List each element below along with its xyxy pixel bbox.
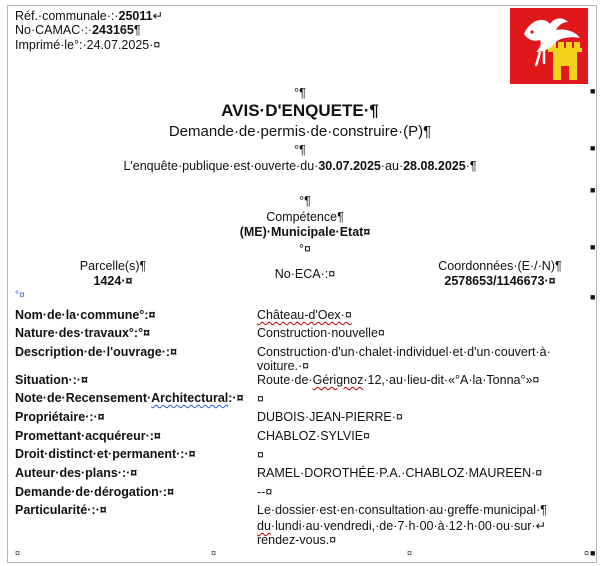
proprietaire-value: DUBOIS·JEAN-PIERRE·¤	[257, 410, 403, 424]
enquete-end-date: 28.08.2025	[403, 159, 466, 173]
table-flow-mark: ■	[590, 86, 596, 96]
camac-label: No·CAMAC·:·	[15, 23, 93, 37]
page-subtitle: Demande·de·permis·de·construire·(P)¶	[168, 123, 432, 140]
parcelle-value: 1424·¤	[93, 274, 133, 288]
droit-distinct-value: ¤	[257, 448, 264, 462]
reference-line	[15, 8, 163, 23]
table-flow-mark: ■	[590, 185, 596, 195]
page-title: AVIS·D'ENQUETE·¶	[221, 101, 379, 120]
empty-paragraph-mark: °¶	[299, 194, 311, 208]
note-recensement-label: Note·de·Recensement·Architectural:·¤	[15, 391, 244, 405]
empty-paragraph-mark: °¶	[294, 86, 306, 100]
printed-date: 24.07.2025	[86, 38, 150, 52]
row-end-mark: ¤	[15, 548, 21, 558]
particularite-value-line2: du·lundi·au·vendredi,·de·7·h·00·à·12·h·00·ou·sur·↵	[257, 519, 547, 533]
printed-label: Imprimé·le°:·	[15, 38, 87, 52]
situation-label: Situation·:·¤	[15, 373, 88, 387]
paragraph-mark: ¶	[133, 23, 141, 37]
row-end-mark: ¤	[584, 548, 590, 558]
camac-line	[15, 23, 141, 37]
particularite-value-line1: Le·dossier·est·en·consultation·au·greffe·municipal·¶	[257, 503, 547, 517]
competence-value: (ME)·Municipale·Etat¤	[239, 225, 371, 239]
row-end-mark: ¤	[211, 548, 217, 558]
promettant-value: CHABLOZ·SYLVIE¤	[257, 429, 371, 443]
commune-value: Château-d'Oex·¤	[257, 308, 352, 322]
line-break-mark: ↵	[152, 9, 164, 23]
cell-end-mark: ·¤	[149, 38, 161, 52]
table-flow-mark: ■	[590, 143, 596, 153]
enquete-start-date: 30.07.2025	[318, 159, 381, 173]
printed-line	[15, 38, 160, 52]
description-value-line1: Construction·d'un·chalet·individuel·et·d'un·couvert·à·	[257, 345, 551, 359]
parcelle-label: Parcelle(s)¶	[79, 259, 147, 273]
camac-value: 243165	[92, 23, 134, 37]
particularite-value-line3: rendez-vous.¤	[257, 533, 337, 547]
promettant-label: Promettant·acquéreur·:¤	[15, 429, 161, 443]
eca-label: No·ECA·:¤	[274, 267, 336, 281]
auteur-plans-label: Auteur·des·plans·:·¤	[15, 466, 138, 480]
note-recensement-value: ¤	[257, 392, 264, 406]
nature-value: Construction·nouvelle¤	[257, 326, 385, 340]
empty-cell-mark: °¤	[15, 290, 25, 301]
nature-label: Nature·des·travaux°:°¤	[15, 326, 151, 340]
coordinates-value: 2578653/1146673·¤	[444, 274, 556, 288]
description-value-line2: voiture.·¤	[257, 359, 310, 373]
table-flow-mark: ■	[590, 292, 596, 302]
row-end-mark: ¤	[407, 548, 413, 558]
reference-label: Réf.·communale·:·	[15, 9, 119, 23]
table-flow-mark: ■	[590, 242, 596, 252]
situation-value: Route·de·Gérignoz·12,·au·lieu-dit·«°A·la·Tonna°»¤	[257, 373, 540, 387]
derogation-label: Demande·de·dérogation·:¤	[15, 485, 175, 499]
competence-label: Compétence¶	[266, 210, 344, 224]
coordinates-label: Coordonnées·(E·/·N)¶	[438, 259, 562, 273]
table-flow-mark: ■	[590, 548, 596, 558]
empty-cell-mark: °¤	[299, 242, 311, 256]
enquete-connector: ·au·	[380, 159, 404, 173]
paragraph-mark: ·¶	[465, 159, 477, 173]
crane-and-tower-icon	[510, 8, 588, 84]
coat-of-arms-logo	[510, 8, 588, 84]
commune-label: Nom·de·la·commune°:¤	[15, 308, 156, 322]
enquete-period-line	[0, 159, 600, 173]
particularite-label: Particularité·:·¤	[15, 503, 107, 517]
derogation-value: --¤	[257, 485, 273, 499]
description-label: Description·de·l'ouvrage·:¤	[15, 345, 178, 359]
auteur-plans-value: RAMEL·DOROTHÉE·P.A.·CHABLOZ·MAUREEN·¤	[257, 466, 543, 480]
enquete-intro: L'enquête·publique·est·ouverte·du·	[123, 159, 319, 173]
proprietaire-label: Propriétaire·:·¤	[15, 410, 105, 424]
droit-distinct-label: Droit·distinct·et·permanent·:·¤	[15, 447, 196, 461]
reference-value: 25011	[118, 9, 153, 23]
empty-paragraph-mark: °¶	[294, 143, 306, 157]
